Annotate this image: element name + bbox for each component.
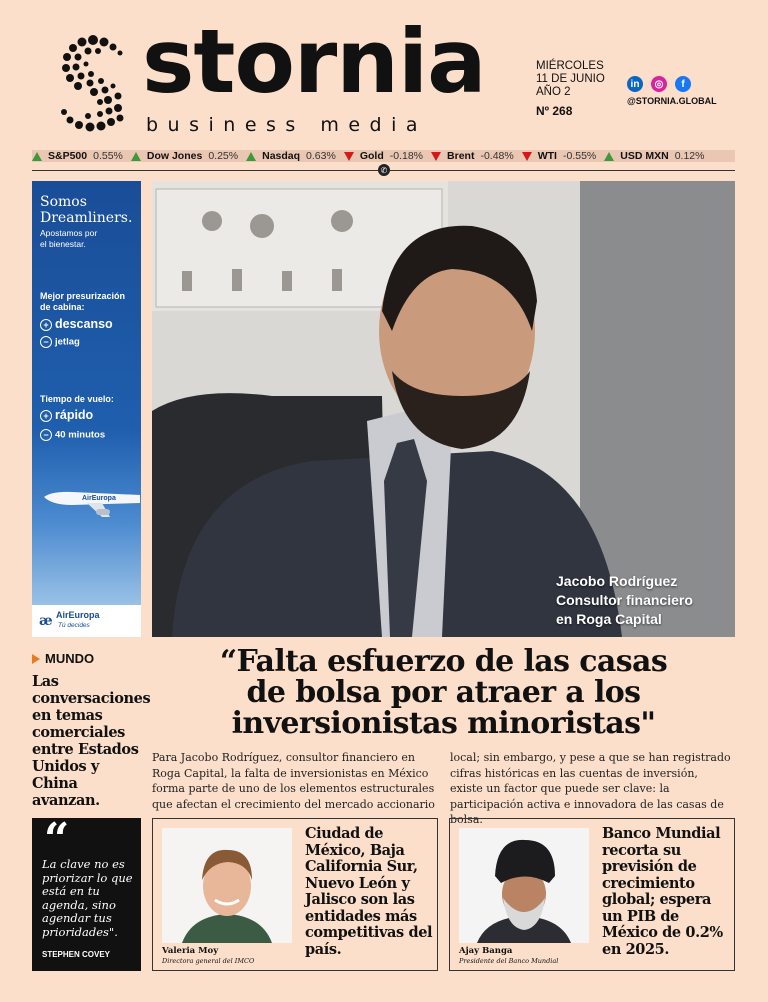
person-photo xyxy=(459,828,589,943)
issue-number: Nº 268 xyxy=(536,104,573,118)
person-name: Ajay Banga xyxy=(459,946,513,956)
ticker-name: S&P500 xyxy=(48,150,88,162)
airplane-icon xyxy=(42,481,141,521)
ad-brand-tag: Tú decides xyxy=(58,622,90,629)
ticker-item xyxy=(522,150,597,162)
plane-livery: AirEuropa xyxy=(82,495,116,502)
ticker-name: Brent xyxy=(447,150,475,162)
ad-subtitle: Apostamos por el bienestar. xyxy=(40,228,98,249)
plus-icon: + xyxy=(40,319,52,331)
arrow-down-icon xyxy=(522,152,532,161)
arrow-up-icon xyxy=(131,152,141,161)
ticker-item xyxy=(604,150,704,162)
person-name: Valeria Moy xyxy=(162,946,219,956)
ticker-item xyxy=(32,150,123,162)
instagram-icon[interactable]: ◎ xyxy=(651,76,667,92)
caption-role: Consultor financiero xyxy=(556,592,693,608)
weekday: MIÉRCOLES xyxy=(536,60,604,72)
social-handle[interactable]: @STORNIA.GLOBAL xyxy=(627,96,717,106)
story-card[interactable] xyxy=(152,818,438,971)
ticker-value: 0.25% xyxy=(208,150,239,162)
ad-title: Somos Dreamliners. xyxy=(40,194,133,226)
card-story[interactable]: Banco Mundial recorta su previsión de crecimiento global; espera un PIB de México de 0.2% en 2025. xyxy=(602,825,723,958)
date: 11 DE JUNIO xyxy=(536,73,605,85)
ticker-item xyxy=(431,150,514,162)
ticker-value: 0.12% xyxy=(674,150,705,162)
person-photo xyxy=(162,828,292,943)
year: AÑO 2 xyxy=(536,86,571,98)
ticker-value: -0.48% xyxy=(480,150,514,162)
mundo-story[interactable]: Las conversaciones en temas comerciales entre Estados Unidos y China avanzan. xyxy=(32,673,151,809)
card-story[interactable]: Ciudad de México, Baja California Sur, Nuevo León y Jalisco son las entidades más competitivas del país. xyxy=(305,825,433,958)
social-links xyxy=(627,76,691,92)
article-column-2: local; sin embargo, y pese a que se han registrado cifras históricas en las cuentas de inversión, existe un factor que puede ser clave: la participación activa e innovadora de las casas de bolsa. xyxy=(450,751,731,826)
ad-benefit-fast: + rápido xyxy=(40,408,93,422)
issue-date xyxy=(536,60,605,99)
arrow-up-icon xyxy=(246,152,256,161)
arrow-down-icon xyxy=(344,152,354,161)
ticker-value: -0.55% xyxy=(562,150,597,162)
airline-ad[interactable] xyxy=(32,181,141,637)
plus-icon: + xyxy=(40,410,52,422)
ad-heading-cabin: Mejor presurización de cabina: xyxy=(40,291,126,312)
ticker-value: 0.63% xyxy=(306,150,336,162)
ticker-item xyxy=(131,150,238,162)
ticker-name: Nasdaq xyxy=(262,150,301,162)
brand-tagline: business media xyxy=(146,114,428,136)
portrait-illustration xyxy=(152,181,735,637)
ticker-name: WTI xyxy=(537,150,557,162)
quote-author: STEPHEN COVEY xyxy=(42,950,111,959)
arrow-up-icon xyxy=(32,152,42,161)
quote-mark-icon: “ xyxy=(44,814,70,865)
ad-footer xyxy=(32,605,141,637)
minus-icon: − xyxy=(40,336,52,348)
ad-heading-flight: Tiempo de vuelo: xyxy=(40,394,114,404)
market-ticker xyxy=(32,150,735,162)
ticker-name: Gold xyxy=(359,150,384,162)
ad-benefit-minutes: − 40 minutos xyxy=(40,429,105,441)
hero-caption xyxy=(556,572,693,629)
article-column-1: Para Jacobo Rodríguez, consultor financiero en Roga Capital, la falta de inversionistas en México forma parte de uno de los elementos estructurales que afectan el crecimiento del mercado accionario xyxy=(152,751,435,811)
person-role: Presidente del Banco Mundial xyxy=(459,957,559,965)
ticker-value: 0.55% xyxy=(93,150,123,162)
quote-text: La clave no es priorizar lo que está en tu agenda, sino agendar tus prioridades". xyxy=(42,857,133,939)
ad-brand: AirEuropa xyxy=(56,610,100,620)
ticker-name: USD MXN xyxy=(620,150,669,162)
caption-company: en Roga Capital xyxy=(556,611,662,627)
arrow-right-icon xyxy=(32,654,40,664)
linkedin-icon[interactable]: in xyxy=(627,76,643,92)
quote-box xyxy=(32,814,141,971)
svg-text:æ: æ xyxy=(39,613,53,628)
ad-benefit-rest: + descanso xyxy=(40,317,113,331)
phone-icon: ✆ xyxy=(378,164,390,176)
ticker-item xyxy=(246,150,336,162)
main-headline[interactable]: “Falta esfuerzo de las casas de bolsa por atraer a los inversionistas minoristas" xyxy=(219,644,668,741)
story-card[interactable] xyxy=(449,818,735,971)
stornia-logo-icon xyxy=(58,30,128,134)
brand-wordmark: stornia xyxy=(142,10,486,113)
ticker-item xyxy=(344,150,423,162)
caption-name: Jacobo Rodríguez xyxy=(556,573,678,589)
facebook-icon[interactable]: f xyxy=(675,76,691,92)
airline-logo-icon xyxy=(38,612,54,628)
person-role: Directora general del IMCO xyxy=(162,957,255,965)
arrow-down-icon xyxy=(431,152,441,161)
ticker-value: -0.18% xyxy=(389,150,424,162)
section-label-mundo[interactable]: MUNDO xyxy=(32,651,94,666)
ticker-name: Dow Jones xyxy=(146,150,203,162)
ad-benefit-jetlag: − jetlag xyxy=(40,336,80,348)
hero-photo xyxy=(152,181,735,637)
arrow-up-icon xyxy=(604,152,614,161)
minus-icon: − xyxy=(40,429,52,441)
